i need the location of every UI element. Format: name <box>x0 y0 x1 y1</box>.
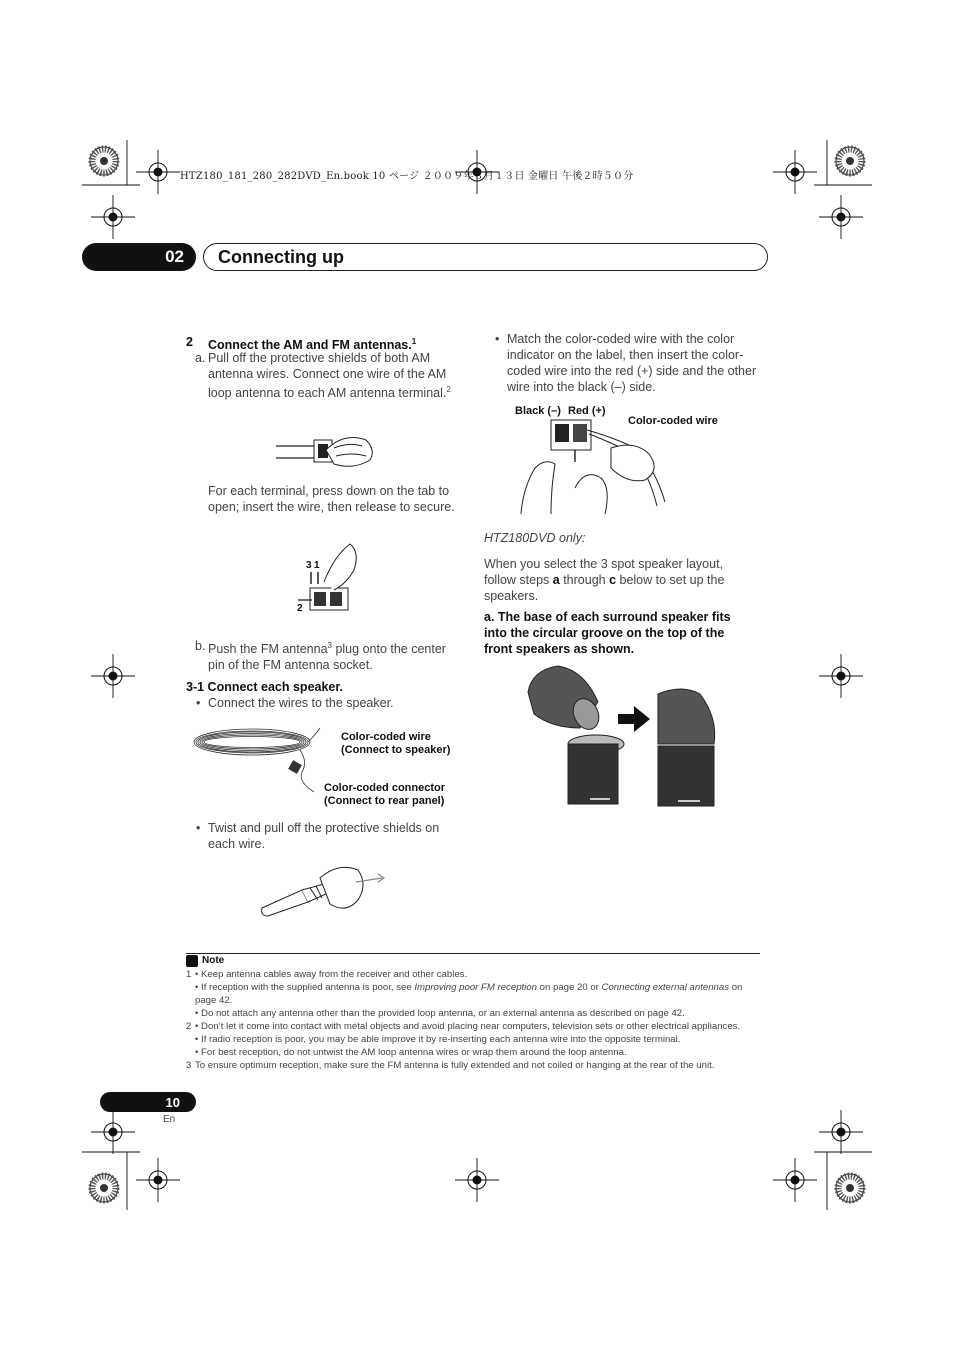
note-icon <box>186 955 198 967</box>
speaker-terminal-illustration <box>515 418 675 518</box>
step-a-speaker-fit: a. The base of each surround speaker fits into the circular groove on the top of the front speakers as shown. <box>484 610 731 656</box>
wire-label-rear-panel: Color-coded connector (Connect to rear panel) <box>324 782 446 807</box>
page-language: En <box>163 1114 176 1125</box>
model-note: HTZ180DVD only: <box>484 531 586 545</box>
speaker-wire-illustration <box>190 720 330 795</box>
footnote-ref-1: 1 <box>411 337 417 346</box>
note-item: 2 • Don’t let it come into contact with metal objects and avoid placing near computers, television sets or other electrical appliances. <box>186 1021 741 1032</box>
note-item: • If reception with the supplied antenna is poor, see Improving poor FM reception on page 20 or Connecting external antennas on page 42. <box>195 982 743 1006</box>
step-b-text: Push the FM antenna$^3$ plug onto the center pin of the FM antenna socket. <box>208 641 446 673</box>
step-2-number: 2 <box>186 335 193 349</box>
terminal-label-black: Black (–) <box>515 405 561 417</box>
bullet-twist-wires: • Twist and pull off the protective shields on each wire. <box>208 820 463 852</box>
step-b-marker: b. <box>195 639 206 653</box>
note-item: 1 • Keep antenna cables away from the receiver and other cables. <box>186 969 468 980</box>
spot-layout-text: When you select the 3 spot speaker layout, follow steps a through c below to set up the speakers. <box>484 557 725 603</box>
note-item: 3 To ensure optimum reception, make sure the FM antenna is fully extended and not coiled or hanging at the rear of the unit. <box>186 1060 715 1071</box>
note-item: • For best reception, do not untwist the AM loop antenna wires or wrap them around the loop antenna. <box>195 1047 627 1058</box>
step-a-marker: a. <box>195 351 206 365</box>
fig-label-3: 3 <box>306 560 312 571</box>
push-terminal-illustration <box>294 536 364 616</box>
footnote-ref-3: 3 <box>327 641 332 650</box>
step-3-1-title: 3-1 Connect each speaker. <box>186 680 344 694</box>
speaker-stack-illustration <box>522 662 722 807</box>
step-2-title: Connect the AM and FM antennas.$^1$ <box>208 337 417 353</box>
fig-label-1: 1 <box>314 560 320 571</box>
notes-list <box>186 968 760 1072</box>
footnote-ref-2: 2 <box>446 385 451 394</box>
bullet-connect-wires: • Connect the wires to the speaker. <box>208 695 463 711</box>
notes-heading: Note <box>202 955 225 966</box>
label-color-coded-wire: Color-coded wire <box>628 415 718 427</box>
notes-divider <box>186 953 760 954</box>
terminal-label-red: Red (+) <box>568 405 606 417</box>
wire-label-speaker: Color-coded wire (Connect to speaker) <box>341 731 451 756</box>
page-number: 10 <box>100 1092 196 1112</box>
am-terminal-illustration <box>274 430 384 480</box>
note-item: • If radio reception is poor, you may be able improve it by re-inserting each antenna wire into the opposite terminal. <box>195 1034 681 1045</box>
bullet-match-wire: • Match the color-coded wire with the color indicator on the label, then insert the color-coded wire into the red (+) side and the other wire into the black (–) side. <box>507 331 763 395</box>
twist-wire-illustration <box>258 860 388 920</box>
fig-label-2: 2 <box>297 603 303 614</box>
step-a-text: Pull off the protective shields of both AM antenna wires. Connect one wire of the AM loop antenna to each AM antenna terminal.$^2$ <box>208 351 451 401</box>
file-info-line: HTZ180_181_280_282DVD_En.book 10 ページ ２００９年３月１３日 金曜日 午後２時５０分 <box>180 171 634 182</box>
note-item: • Do not attach any antenna other than the provided loop antenna, or an external antenna as described on page 42. <box>195 1008 685 1019</box>
chapter-number: 02 <box>82 243 196 271</box>
terminal-instruction: For each terminal, press down on the tab to open; insert the wire, then release to secure. <box>208 484 455 514</box>
chapter-title: Connecting up <box>203 243 768 271</box>
